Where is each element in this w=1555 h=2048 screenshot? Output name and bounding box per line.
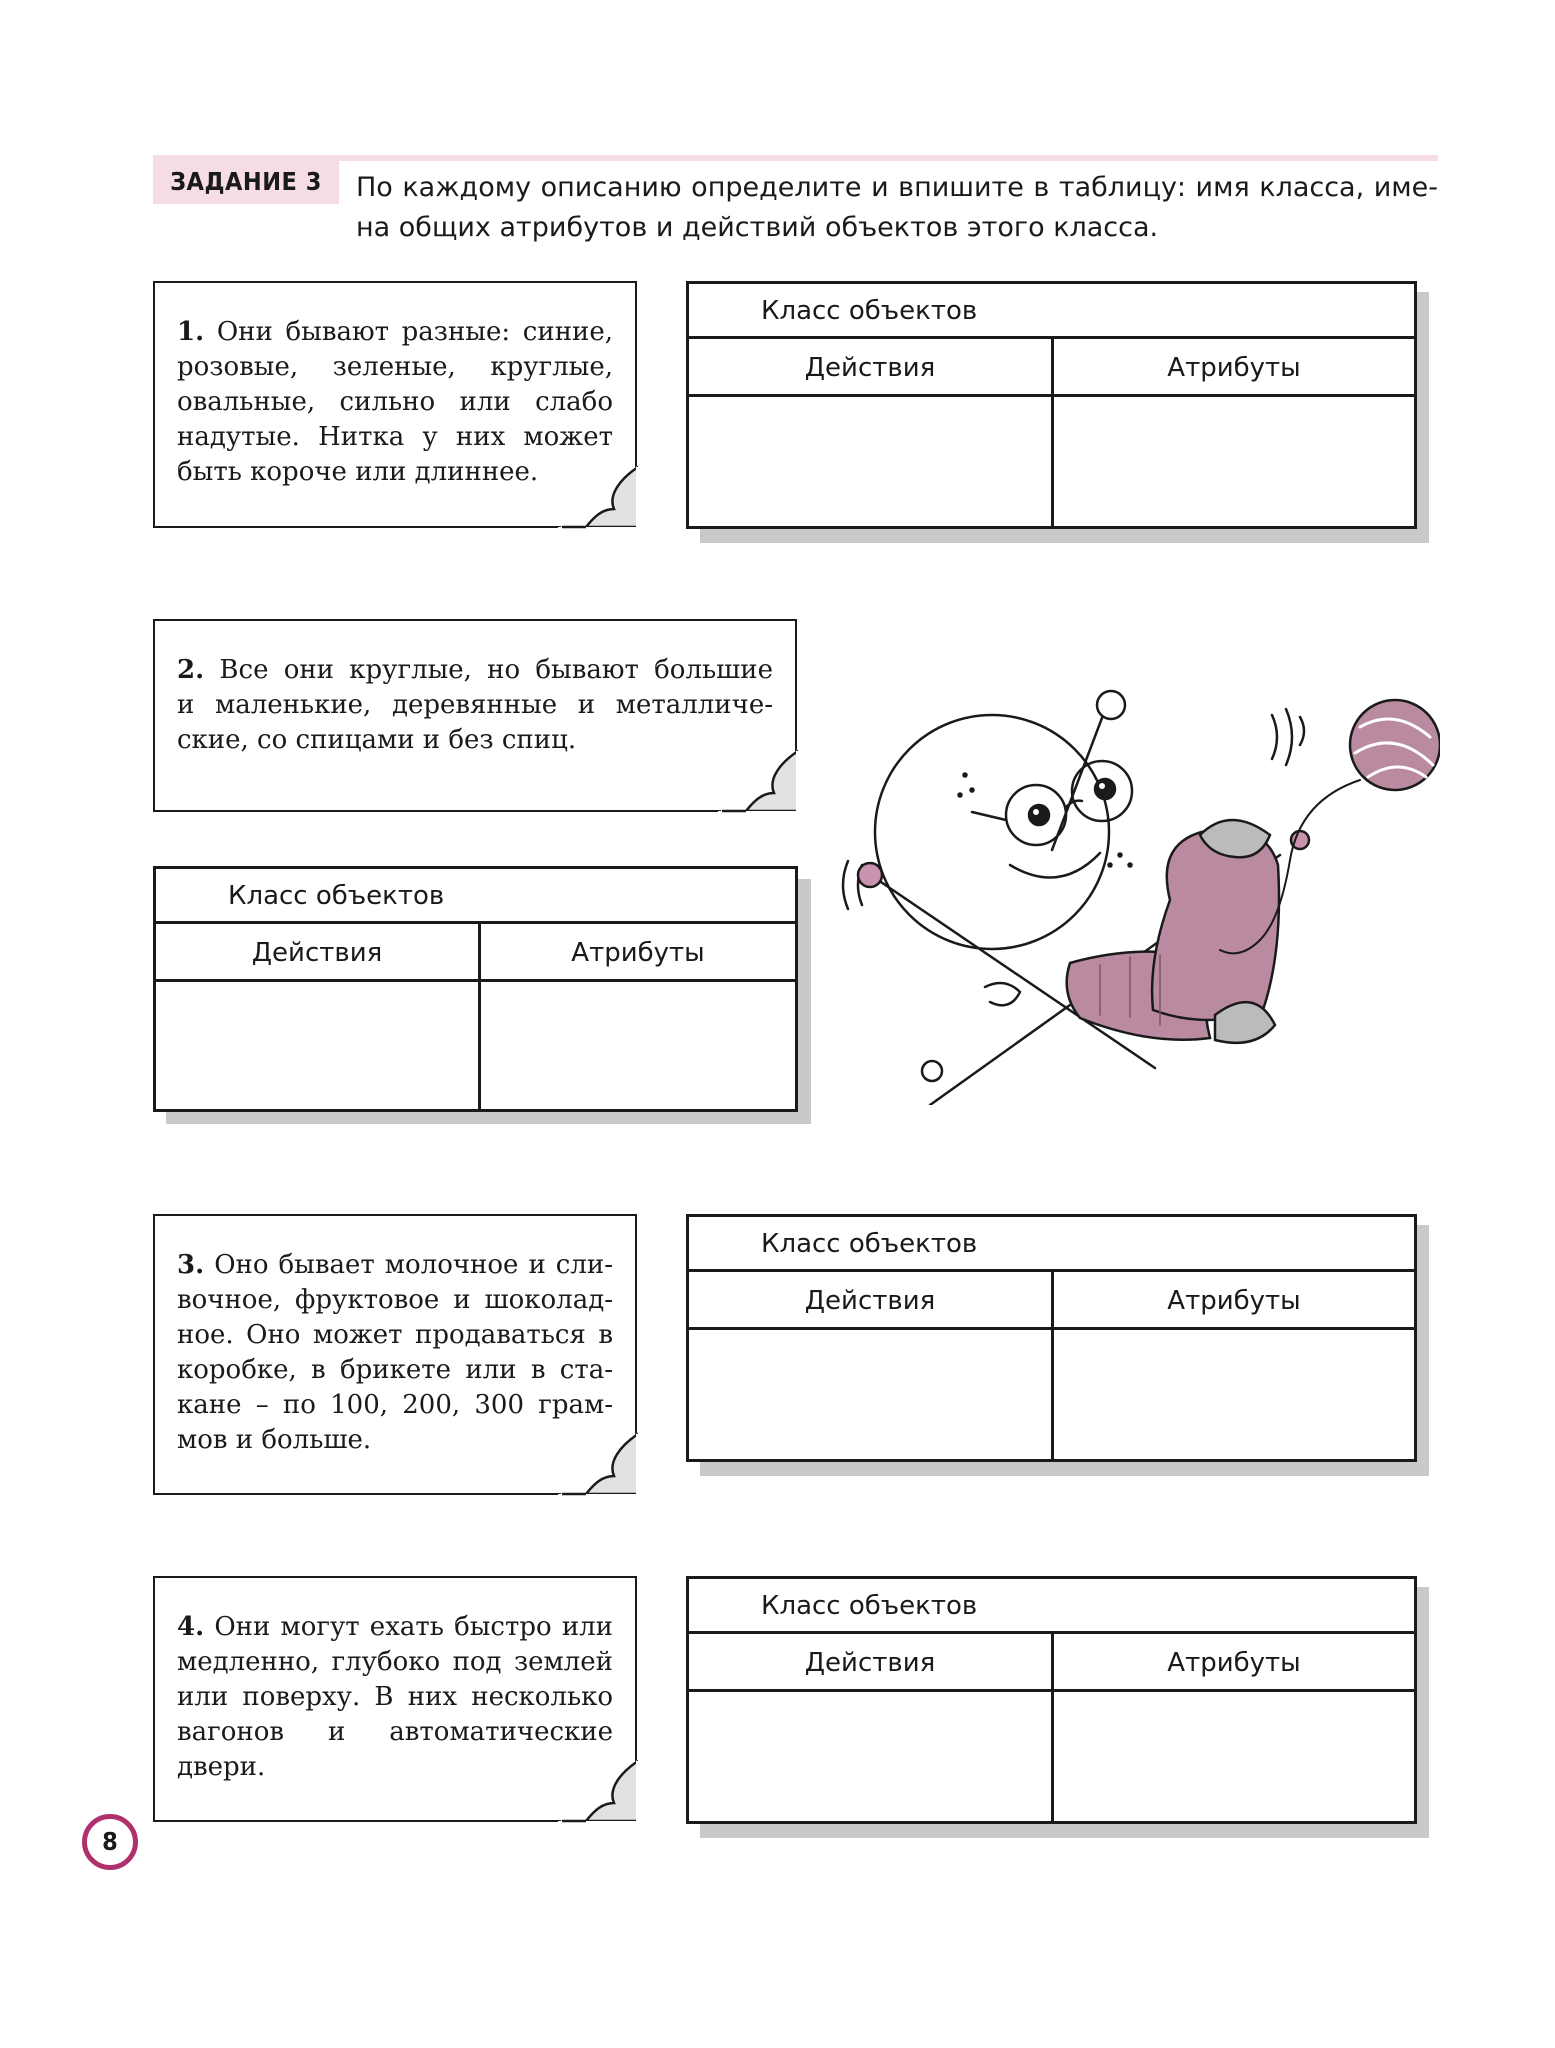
knitting-character-illustration <box>820 665 1440 1105</box>
description-number: 4. <box>177 1612 205 1642</box>
attributes-header: Атрибуты <box>571 938 705 968</box>
class-row[interactable] <box>689 284 1414 339</box>
actions-header: Действия <box>251 938 383 968</box>
column-divider <box>1051 339 1054 526</box>
attributes-header: Атрибуты <box>1167 353 1301 383</box>
instruction-line: По каждому описанию определите и впишите в таблицу: имя класса, име- <box>356 172 1438 203</box>
instruction-line: на общих атрибутов и действий объектов этого класса. <box>356 212 1159 243</box>
description-line: кане – по 100, 200, 300 грам- <box>177 1390 613 1420</box>
description-card-2 <box>153 619 797 812</box>
attributes-cell[interactable] <box>1054 1330 1414 1459</box>
class-row[interactable] <box>156 869 795 924</box>
class-label: Класс объектов <box>761 1229 978 1259</box>
description-line: ное. Оно может продаваться в <box>177 1320 613 1350</box>
class-label: Класс объектов <box>761 1591 978 1621</box>
answer-table-4 <box>686 1576 1417 1824</box>
answer-table-2 <box>153 866 798 1112</box>
attributes-header: Атрибуты <box>1167 1286 1301 1316</box>
description-line: ские, со спицами и без спиц. <box>177 725 577 755</box>
description-line: коробке, в брикете или в ста- <box>177 1355 613 1385</box>
description-line: Они бывают разные: синие, <box>216 317 614 347</box>
description-line: или поверху. В них несколько <box>177 1682 613 1712</box>
description-line: двери. <box>177 1752 266 1782</box>
answer-table-3 <box>686 1214 1417 1462</box>
description-line: овальные, сильно или слабо <box>177 387 613 417</box>
class-label: Класс объектов <box>228 881 445 911</box>
column-divider <box>478 924 481 1109</box>
page-curl-icon <box>718 749 798 813</box>
description-line: Оно бывает молочное и сли- <box>214 1250 613 1280</box>
description-line: розовые, зеленые, круглые, <box>177 352 613 382</box>
description-line: вагонов и автоматические <box>177 1717 613 1747</box>
actions-cell[interactable] <box>689 1330 1051 1459</box>
description-number: 3. <box>177 1250 205 1280</box>
class-label: Класс объектов <box>761 296 978 326</box>
attributes-cell[interactable] <box>481 982 795 1109</box>
class-row[interactable] <box>689 1217 1414 1272</box>
description-line: мов и больше. <box>177 1425 372 1455</box>
column-divider <box>1051 1634 1054 1821</box>
actions-header: Действия <box>804 353 936 383</box>
actions-cell[interactable] <box>689 397 1051 526</box>
actions-cell[interactable] <box>689 1692 1051 1821</box>
task-instruction <box>356 168 1438 248</box>
description-line: быть короче или длиннее. <box>177 457 539 487</box>
description-number: 2. <box>177 655 205 685</box>
description-line: вочное, фруктовое и шоколад- <box>177 1285 613 1315</box>
description-card-4 <box>153 1576 637 1822</box>
page-curl-icon <box>558 465 638 529</box>
page-curl-icon <box>558 1432 638 1496</box>
actions-header: Действия <box>804 1648 936 1678</box>
column-divider <box>1051 1272 1054 1459</box>
description-line: и маленькие, деревянные и металличе- <box>177 690 773 720</box>
description-line: медленно, глубоко под землей <box>177 1647 613 1677</box>
header-rule <box>153 155 1438 161</box>
description-card-3 <box>153 1214 637 1495</box>
actions-header: Действия <box>804 1286 936 1316</box>
description-line: Они могут ехать быстро или <box>214 1612 613 1642</box>
task-label: ЗАДАНИЕ 3 <box>153 160 339 204</box>
class-row[interactable] <box>689 1579 1414 1634</box>
attributes-header: Атрибуты <box>1167 1648 1301 1678</box>
attributes-cell[interactable] <box>1054 1692 1414 1821</box>
description-number: 1. <box>177 317 205 347</box>
description-line: надутые. Нитка у них может <box>177 422 613 452</box>
description-line: Все они круглые, но бывают большие <box>219 655 774 685</box>
answer-table-1 <box>686 281 1417 529</box>
page-curl-icon <box>558 1759 638 1823</box>
description-card-1 <box>153 281 637 528</box>
page-number: 8 <box>82 1814 138 1870</box>
actions-cell[interactable] <box>156 982 478 1109</box>
attributes-cell[interactable] <box>1054 397 1414 526</box>
